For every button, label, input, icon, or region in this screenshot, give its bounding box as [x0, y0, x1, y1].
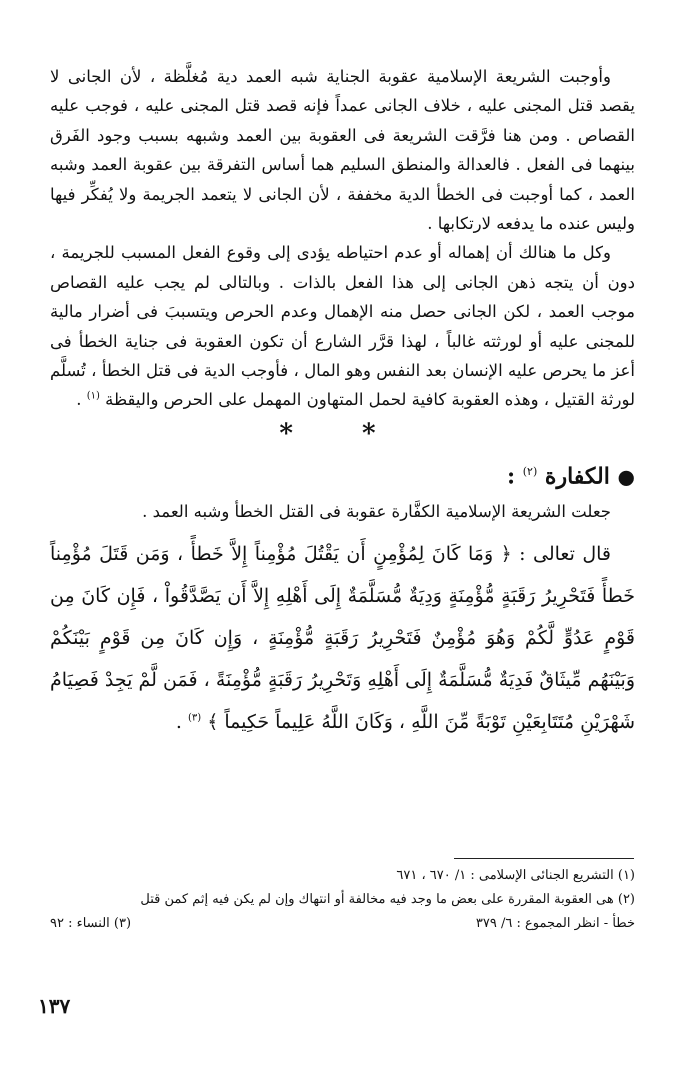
page-body [50, 62, 635, 743]
quran-verse [50, 533, 635, 743]
paragraph-1: وأوجبت الشريعة الإسلامية عقوبة الجناية شبه العمد دية مُغلَّظة ، لأن الجانى لا يقصد قتل المجنى عليه ، خلاف الجانى عمداً فإنه قصد قتل المجنى عليه ، فوجب عليه القصاص . ومن هنا فرَّقت الشريعة فى العقوبة بين العمد وشبهه بسبب وجود الفَرق بينهما فى الفعل . فالعدالة والمنطق السليم هما أساس التفرقة بين عقوبة العمد وشبه العمد ، كما أوجبت فى الخطأ الدية مخففة ، لأن الجانى لا يتعمد الجريمة ولا يُفكِّر فيها وليس عنده ما يدفعه لارتكابها . [50, 67, 635, 234]
paragraph-2-end: . [76, 390, 87, 410]
footnote-1: (١) التشريع الجنائى الإسلامى : ١/ ٦٧٠ ، ٦٧١ [396, 868, 635, 883]
section-separator: * * [279, 418, 406, 449]
footnote-2-continued: خطأ - انظر المجموع : ٦/ ٣٧٩ [475, 916, 635, 931]
page-number: ١٣٧ [38, 994, 71, 1018]
intro-paragraph: جعلت الشريعة الإسلامية الكفَّارة عقوبة فى القتل الخطأ وشبه العمد . [142, 502, 611, 522]
paragraph-2 [50, 238, 635, 414]
footnote-3: (٣) النساء : ٩٢ [50, 916, 132, 931]
paragraph-2-text: وكل ما هنالك أن إهماله أو عدم احتياطه يؤدى إلى وقوع الفعل المسبب للجريمة ، دون أن يتجه ذهن الجانى إلى هذا الفعل بالذات . وبالتالى لم يجب عليه القصاص موجب العمد ، لكن الجانى حصل منه الإهمال وعدم الحرص ويتسببَ فى أضرار مالية للمجنى عليه أو لورثته غالباً ، لهذا قرَّر الشارع أن تكون العقوبة فى جناية الخطأ فى أعز ما يحرص عليه الإنسان بعد النفس وهو المال ، فأوجب الدية فى قتل الخطأ ، تُسلَّم لورثة القتيل ، وهذه العقوبة كافية لحمل المتهاون المهمل على الحرص واليقظة [50, 243, 635, 410]
section-heading-colon: : [506, 463, 523, 490]
footnote-2: (٢) هى العقوبة المقررة على بعض ما وجد فيه مخالفة أو انتهاك وإن لم يكن فيه إثم كمن قتل [140, 892, 635, 907]
footnote-ref-1: (١) [86, 390, 100, 402]
quran-verse-text: قال تعالى : ﴿ وَمَا كَانَ لِمُؤْمِنٍ أَن يَقْتُلَ مُؤْمِناً إِلاَّ خَطأً ، وَمَن قَتَلَ مُؤْمِناً خَطأً فَتَحْرِيرُ رَقَبَةٍ مُّؤْمِنَةٍ وَدِيَةٌ مُّسَلَّمَةٌ إِلَى أَهْلِهِ إِلاَّ أَن يَصَّدَّقُواْ ، فَإِن كَانَ مِن قَوْمٍ عَدُوٍّ لَّكُمْ وَهُوَ مُؤْمِنٌ فَتَحْرِيرُ رَقَبَةٍ مُّؤْمِنَةٍ ، وَإِن كَانَ مِن قَوْمٍ بَيْنَكُمْ وَبَيْنَهُم مِّيثَاقٌ فَدِيَةٌ مُّسَلَّمَةٌ إِلَى أَهْلِهِ وَتَحْرِيرُ رَقَبَةٍ مُّؤْمِنَةً ، فَمَن لَّمْ يَجِدْ فَصِيَامُ شَهْرَيْنِ مُتَتَابِعَيْنِ تَوْبَةً مِّنَ اللَّهِ ، وَكَانَ اللَّهُ عَلِيماً حَكِيماً ﴾ [50, 543, 635, 734]
section-heading-title: الكفارة [544, 463, 610, 490]
quran-verse-end: . [175, 711, 188, 734]
footnote-ref-2: (٢) [522, 464, 538, 478]
footnote-last-line [50, 912, 635, 936]
footnotes [50, 864, 635, 936]
bullet-icon: ● [617, 464, 635, 489]
footnote-ref-3: (٣) [187, 712, 202, 724]
footnote-divider [454, 858, 634, 859]
section-heading [50, 455, 635, 493]
